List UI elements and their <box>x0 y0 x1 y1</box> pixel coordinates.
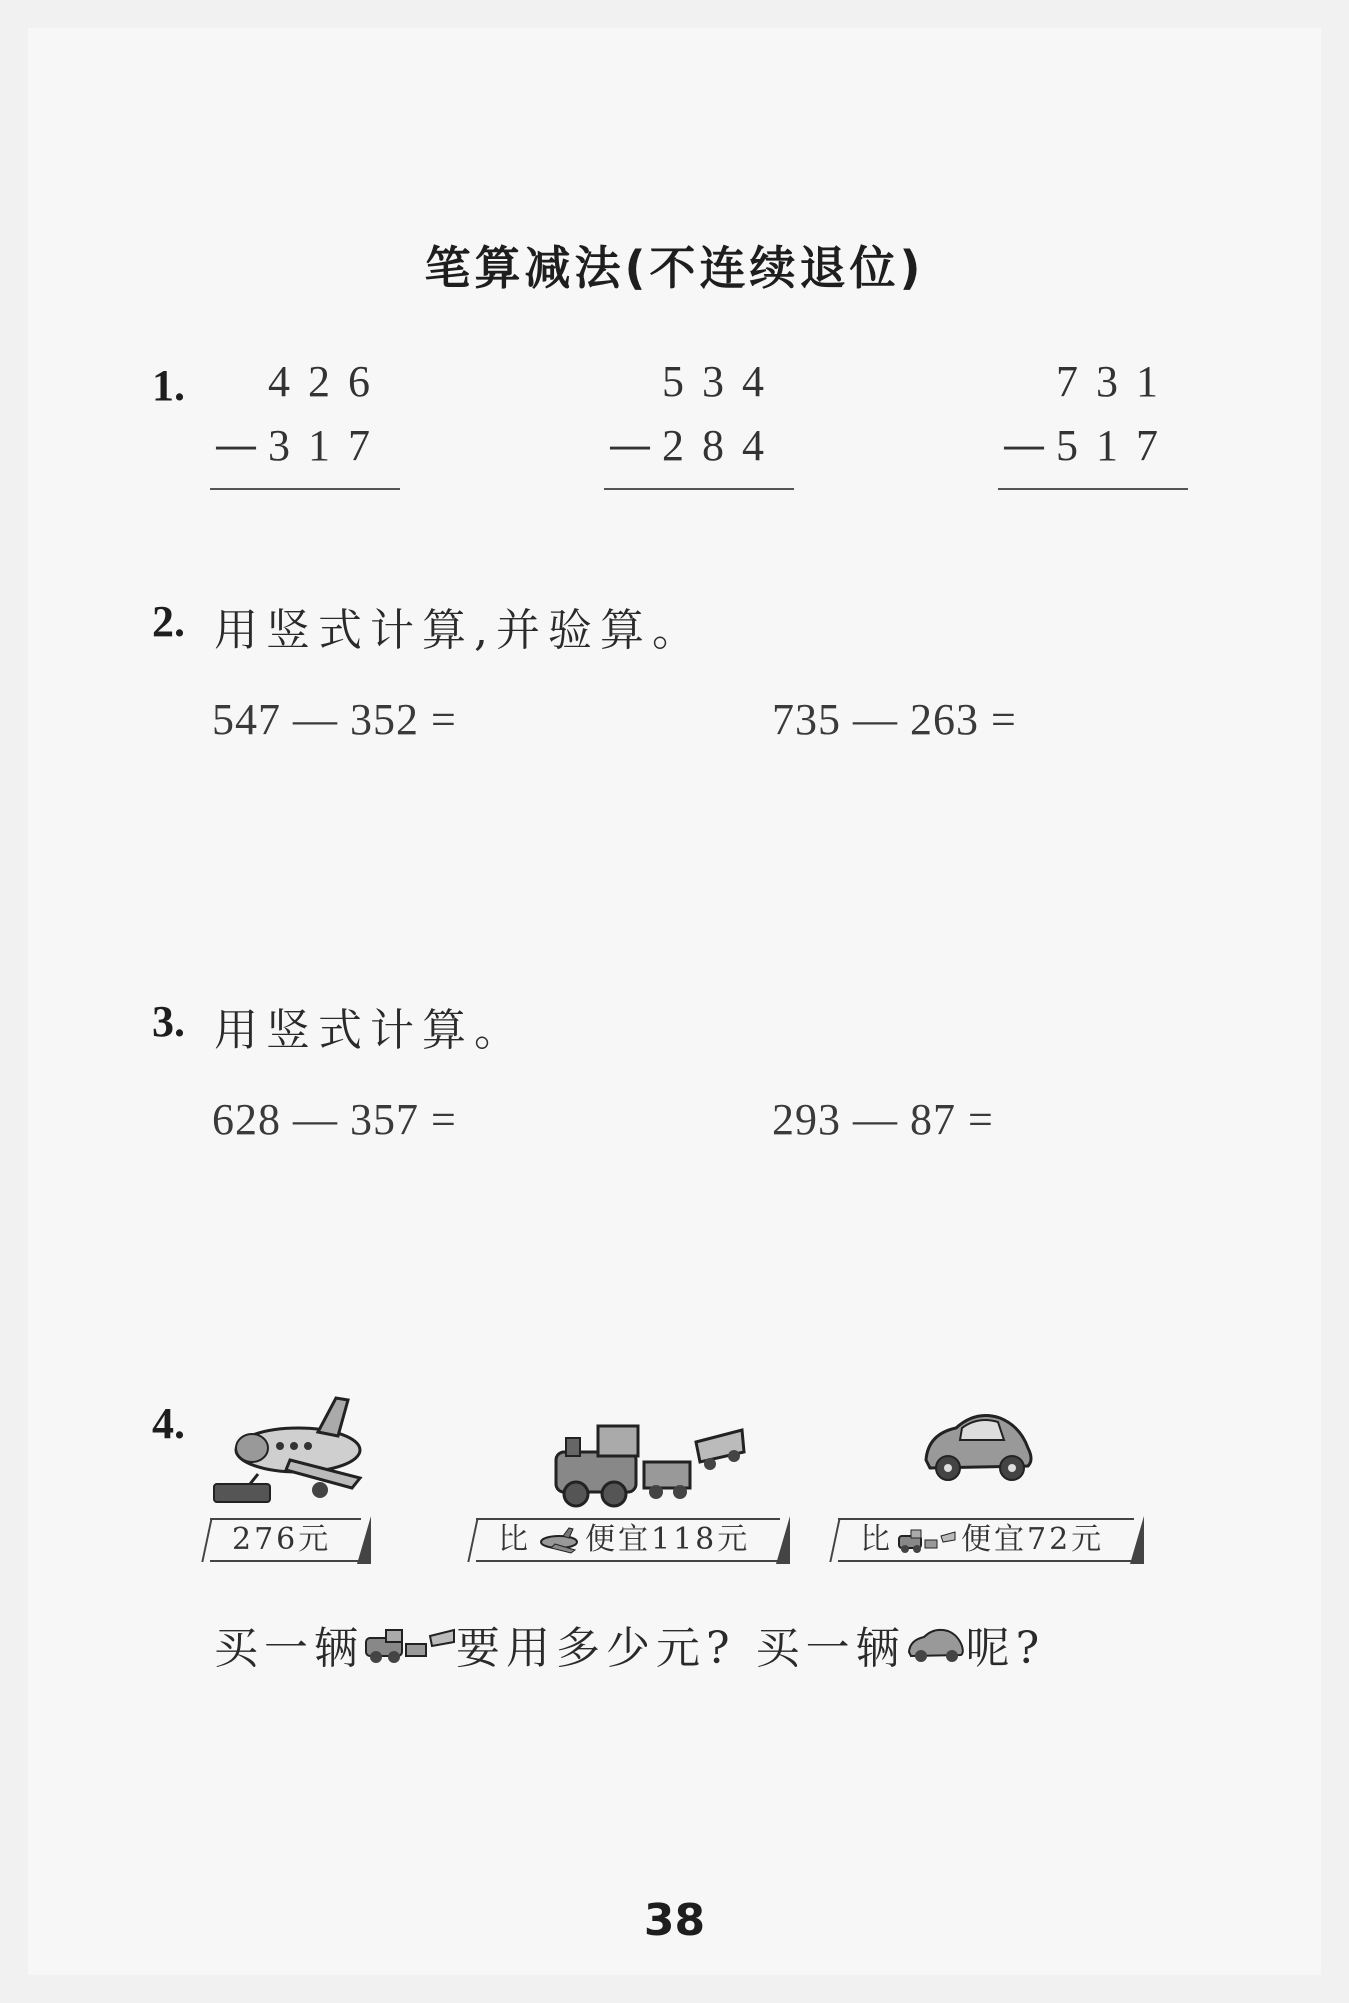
question-4-number: 4. <box>152 1399 185 1448</box>
tag-cheaper-text: 便宜118元 <box>585 1522 751 1557</box>
airplane-icon <box>210 1390 380 1510</box>
page-number: 38 <box>643 1895 706 1946</box>
minus-sign: — <box>608 420 652 471</box>
equation-735-263: 735 — 263 = <box>772 695 1017 744</box>
minuend: 534 <box>662 357 782 406</box>
question-buy-one: 买一辆 <box>214 1623 364 1674</box>
minus-sign: — <box>1002 420 1046 471</box>
car-icon <box>920 1404 1036 1484</box>
vertical-problem-2 <box>604 356 794 496</box>
airplane-price: 276元 <box>232 1522 332 1557</box>
minuend: 426 <box>268 357 388 406</box>
answer-line <box>604 488 794 490</box>
price-tag-airplane <box>210 1518 361 1562</box>
price-tag-car <box>838 1518 1134 1562</box>
tag-compare-label: 比 <box>498 1522 531 1557</box>
subtrahend: 317 <box>268 421 388 470</box>
subtrahend: 284 <box>662 421 782 470</box>
vertical-problem-1 <box>210 356 400 496</box>
car-icon <box>906 1624 966 1664</box>
question-2-number: 2. <box>152 597 185 646</box>
question-how-much: 要用多少元? 买一辆 <box>456 1623 906 1674</box>
answer-line <box>210 488 400 490</box>
tag-right-edge <box>776 1516 790 1564</box>
train-icon <box>364 1624 456 1664</box>
question-2-instruction: 用竖式计算,并验算。 <box>214 605 704 656</box>
question-1-number: 1. <box>152 361 185 410</box>
tag-right-edge <box>357 1516 371 1564</box>
equation-628-357: 628 — 357 = <box>212 1095 457 1144</box>
answer-line <box>998 488 1188 490</box>
train-icon <box>548 1412 748 1512</box>
question-4-text <box>214 1612 1045 1676</box>
equation-293-87: 293 — 87 = <box>772 1095 994 1144</box>
subtrahend: 517 <box>1056 421 1176 470</box>
tag-compare-label: 比 <box>860 1522 893 1557</box>
question-3-instruction: 用竖式计算。 <box>214 1005 526 1056</box>
page-title: 笔算减法(不连续退位) <box>424 241 925 295</box>
train-icon <box>897 1526 957 1554</box>
question-3-number: 3. <box>152 997 185 1046</box>
minuend: 731 <box>1056 357 1176 406</box>
tag-cheaper-text: 便宜72元 <box>961 1522 1105 1557</box>
minus-sign: — <box>214 420 258 471</box>
vertical-problem-3 <box>998 356 1188 496</box>
airplane-icon <box>535 1526 581 1554</box>
question-end: 呢? <box>965 1623 1046 1674</box>
tag-right-edge <box>1130 1516 1144 1564</box>
equation-547-352: 547 — 352 = <box>212 695 457 744</box>
price-tag-train <box>476 1518 780 1562</box>
